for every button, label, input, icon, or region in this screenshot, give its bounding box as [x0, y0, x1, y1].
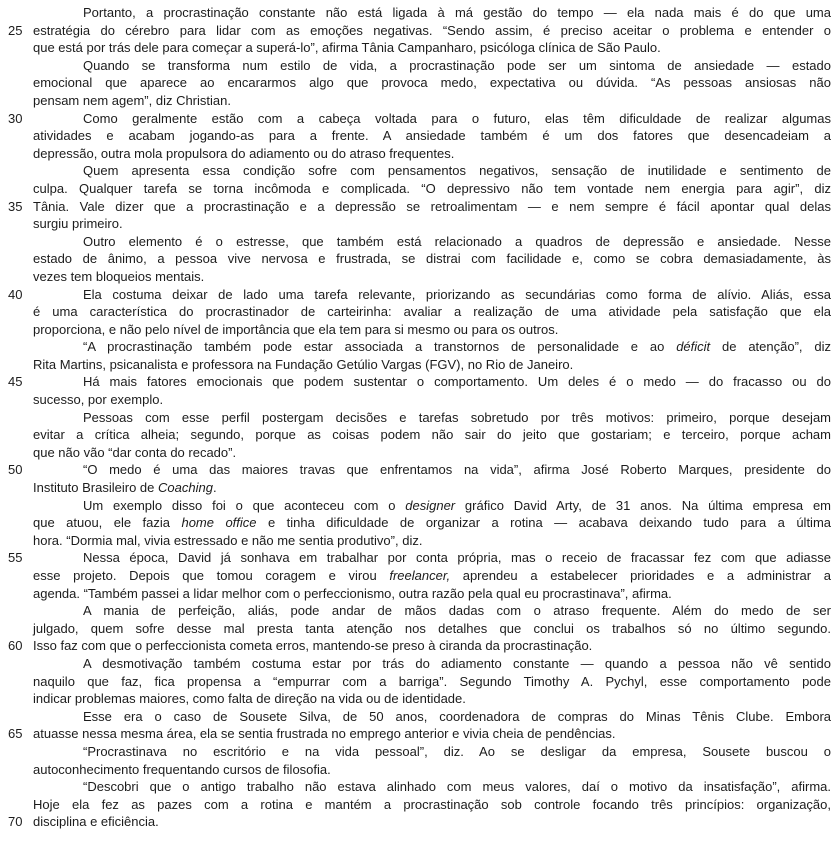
text-line — [8, 549, 831, 567]
italic-term: freelancer, — [389, 568, 451, 583]
line-number: 35 — [8, 198, 23, 214]
text-line — [8, 198, 831, 216]
text-segment: gráfico David Arty, de 31 anos. Na última empresa em — [455, 497, 832, 513]
text-line — [33, 74, 831, 92]
text-segment: Instituto Brasileiro de — [33, 480, 159, 496]
text-line — [33, 444, 831, 462]
text-segment: aprendeu a estabelecer prioridades e a administrar a — [450, 568, 831, 583]
text-segment: sucesso, por exemplo. — [33, 392, 164, 408]
text-line — [33, 602, 831, 620]
text-segment: Esse era o caso de Sousete Silva, de 50 anos, coordenadora de compras do Minas Tênis Clube. Embora — [83, 708, 831, 724]
text-segment: culpa. Qualquer tarefa se torna incômoda e complicada. “O depressivo não tem vontade nem energia para agir”, diz — [33, 180, 831, 196]
line-number: 50 — [8, 462, 23, 478]
text-line — [33, 479, 831, 497]
text-segment: naquilo que faz, fica propensa a “empurrar com a barriga”. Segundo Timothy A. Pychyl, esse comportamento pode — [33, 673, 831, 689]
text-segment: vezes tem bloqueios mentais. — [33, 268, 205, 284]
text-line — [33, 338, 831, 356]
text-segment: disciplina e eficiência. — [33, 814, 159, 830]
line-number: 55 — [8, 550, 23, 566]
text-line — [33, 409, 831, 427]
text-segment: Ela costuma deixar de lado uma tarefa relevante, priorizando as secundárias como forma de alívio. Aliás, essa — [83, 286, 831, 302]
text-segment: que não vão “dar conta do recado”. — [33, 444, 237, 460]
text-segment: “Procrastinava no escritório e na vida pessoal”, diz. Ao se desligar da empresa, Sousete buscou o — [83, 743, 831, 759]
text-line — [33, 391, 831, 409]
text-segment: que está por trás dele para começar a superá-lo”, afirma Tânia Campanharo, psicóloga clínica de São Paulo. — [33, 40, 661, 56]
text-line — [33, 215, 831, 233]
text-segment: Nessa época, David já sonhava em trabalhar por conta própria, mas o receio de fracassar fez com que adiasse — [83, 550, 831, 566]
text-segment: Outro elemento é o estresse, que também está relacionado a quadros de depressão e ansiedade. Nesse — [83, 233, 831, 249]
text-segment: de atenção”, diz — [710, 339, 831, 355]
line-number: 30 — [8, 110, 23, 126]
text-line — [8, 461, 831, 479]
text-body — [0, 4, 839, 831]
text-segment: A desmotivação também costuma estar por trás do adiamento constante — quando a pessoa não vê sentido — [83, 655, 831, 671]
text-segment: estado de ânimo, a pessoa vive nervosa e frustrada, se distrai com facilidade e, como se cobra demasiadamente, às — [33, 251, 831, 267]
text-segment: indicar problemas maiores, como falta de direção na vida ou de identidade. — [33, 691, 466, 707]
text-segment: depressão, outra mola propulsora do adiamento ou do atraso frequentes. — [33, 145, 455, 161]
text-segment: evitar a crítica alheia; segundo, porque as coisas podem não sair do jeito que gostariam; e terceiro, porque acham — [33, 427, 831, 443]
text-line — [33, 778, 831, 796]
text-segment: hora. “Dormia mal, vivia estressado e não me sentia produtivo”, diz. — [33, 532, 423, 548]
text-segment: surgiu primeiro. — [33, 216, 123, 232]
line-number: 65 — [8, 726, 23, 742]
text-line — [33, 761, 831, 779]
text-segment: atividades e acabam jogando-as para a frente. A ansiedade também é um dos fatores que desencadeiam a — [33, 128, 831, 144]
text-line — [8, 813, 831, 831]
text-segment: Há mais fatores emocionais que podem sustentar o comportamento. Um deles é o medo — do fracasso ou do — [83, 374, 831, 390]
text-segment: Pessoas com esse perfil postergam decisões e tarefas sobretudo por três motivos: primeiro, porque desejam — [83, 409, 831, 425]
text-line — [33, 497, 831, 515]
text-line — [33, 180, 831, 198]
text-line — [33, 673, 831, 691]
text-segment: proporciona, e não pelo nível de importância que ela tem para si mesmo ou para os outros. — [33, 321, 559, 337]
text-line — [33, 426, 831, 444]
text-line — [8, 110, 831, 128]
line-number: 40 — [8, 286, 23, 302]
text-segment: atuasse nessa mesma área, ela se sentia frustrada no emprego anterior e vivia cheia de pendências. — [33, 726, 616, 742]
line-number: 25 — [8, 22, 23, 38]
text-segment: pensam nem agem”, diz Christian. — [33, 92, 231, 108]
text-line — [33, 162, 831, 180]
text-line — [8, 286, 831, 304]
italic-term: Coaching — [158, 480, 213, 496]
text-line — [33, 321, 831, 339]
text-line — [33, 356, 831, 374]
text-segment: “Descobri que o antigo trabalho não estava alinhado com meus valores, daí o motivo da insatisfação”, afirma. — [83, 779, 831, 795]
text-line — [33, 567, 831, 585]
text-segment: A mania de perfeição, aliás, pode andar de mãos dadas com o atraso frequente. Além do medo de ser — [83, 603, 831, 619]
line-number: 70 — [8, 814, 23, 830]
text-line — [33, 92, 831, 110]
text-segment: esse projeto. Depois que tomou coragem e virou — [33, 568, 390, 583]
text-segment: julgado, quem sofre desse mal presta tanta atenção nos detalhes que conclui os trabalhos só no último segundo. — [33, 620, 831, 636]
text-line — [33, 250, 831, 268]
text-segment: “A procrastinação também pode estar associada a transtornos de personalidade e ao — [83, 339, 677, 355]
text-line — [33, 268, 831, 286]
line-number: 60 — [8, 638, 23, 654]
text-segment: Como geralmente estão com a cabeça voltada para o futuro, elas têm dificuldade de realizar algumas — [83, 110, 831, 126]
line-number: 45 — [8, 374, 23, 390]
text-line — [33, 127, 831, 145]
text-segment: que atuou, ele fazia — [33, 515, 182, 531]
text-line — [33, 514, 831, 532]
text-segment: é uma característica do procrastinador de carteirinha: avaliar a realização de uma atividade pela satisfação que ela — [33, 304, 831, 320]
text-line — [33, 708, 831, 726]
text-line — [33, 796, 831, 814]
text-line — [33, 233, 831, 251]
text-segment: autoconhecimento frequentando cursos de filosofia. — [33, 761, 331, 777]
text-line — [33, 39, 831, 57]
text-line — [33, 532, 831, 550]
text-line — [33, 743, 831, 761]
text-segment: e tinha dificuldade de organizar a rotina — acabava deixando tudo para a última — [256, 515, 831, 531]
text-segment: “O medo é uma das maiores travas que enfrentamos na vida”, afirma José Roberto Marques, presidente do — [83, 462, 831, 478]
italic-term: designer — [405, 497, 456, 513]
text-segment: estratégia do cérebro para lidar com as emoções negativas. “Sendo assim, é preciso aceitar o problema e entender o — [33, 22, 831, 38]
text-segment: Hoje ela fez as pazes com a rotina e mantém a procrastinação sob controle focando três princípios: organização, — [33, 796, 831, 812]
text-segment: Um exemplo disso foi o que aconteceu com o — [83, 497, 406, 513]
text-line — [33, 655, 831, 673]
italic-term: home office — [181, 515, 257, 531]
text-line — [33, 145, 831, 163]
italic-term: déficit — [676, 339, 711, 355]
text-line — [8, 22, 831, 40]
text-line — [8, 373, 831, 391]
text-line — [33, 585, 831, 603]
text-segment: Isso faz com que o perfeccionista cometa erros, mantendo-se preso à ciranda da procrastinação. — [33, 638, 593, 654]
text-segment: Quem apresenta essa condição sofre com pensamentos negativos, sensação de inutilidade e sentimento de — [83, 163, 831, 179]
text-segment: . — [212, 480, 217, 496]
text-segment: agenda. “Também passei a lidar melhor com o perfeccionismo, outra razão pela qual eu procrastinava”, afirma. — [33, 585, 672, 601]
text-line — [8, 637, 831, 655]
text-segment: Tânia. Vale dizer que a procrastinação e a depressão se retroalimentam — e nem sempre é fácil apontar qual delas — [33, 198, 831, 214]
text-line — [8, 725, 831, 743]
text-line — [33, 690, 831, 708]
text-line — [33, 620, 831, 638]
text-segment: Quando se transforma num estilo de vida, a procrastinação pode ser um sintoma de ansiedade — estado — [83, 57, 831, 73]
text-segment: Rita Martins, psicanalista e professora na Fundação Getúlio Vargas (FGV), no Rio de Janeiro. — [33, 356, 574, 372]
text-segment: Portanto, a procrastinação constante não está ligada à má gestão do tempo — ela nada mais é do que uma — [83, 5, 831, 20]
text-line — [33, 57, 831, 75]
text-segment: emocional que aparece ao encararmos algo que provoca medo, expectativa ou dúvida. “As pessoas ansiosas não — [33, 75, 831, 91]
text-line — [33, 303, 831, 321]
text-line — [33, 4, 831, 22]
